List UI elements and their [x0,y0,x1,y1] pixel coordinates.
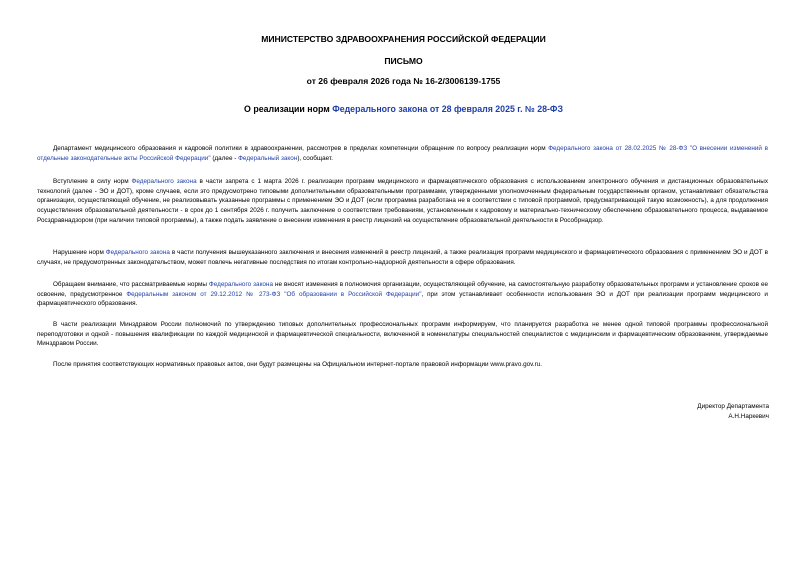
p3-text-b: в части получения вышеуказанного заключения и внесения изменений в реестр лицензий, а также реализация программ медицинского и фармацевтического образования с применением ЭО и ДОТ в случаях, не предусмотренных законодательством, может повлечь негативные последствия по итогам контрольно-надзорной деятельности в сфере образования. [37,249,769,266]
paragraph-3 [37,248,768,267]
p4-text-a: Обращаем внимание, что рассматриваемые нормы [53,281,209,288]
p1-text-c: ), сообщает. [297,154,333,162]
paragraph-5 [37,320,768,349]
p2-text-b: в части запрета с 1 марта 2026 г. реализации программ медицинского и фармацевтического образования с использованием электронного обучения и дистанционных образовательных технологий (далее - ЭО и ДОТ), кроме случаев, если это предусмотрено типовыми дополнительными образовательными программами, утвержденными уполномоченным федеральным государственным органом, устанавливает обязательства организации, осуществляющей обучение, не реализовывать указанные программы с применением ЭО и ДОТ (если программа разработана не в соответствии с типовой программой, предусматривающей такую возможность), а для продолжения осуществления образовательной деятельности - в срок до 1 сентября 2026 г. получить заключение о соответствии требованиям, установленным к кадровому и материально-техническому обеспечению образовательного процесса, выдаваемое Росздравнадзором (при наличии типовой программы), а также подать заявление о внесении изменения в реестр лицензий на осуществление образовательной деятельности в Рособрнадзор. [37,178,768,224]
subject-law-link[interactable]: Федерального закона от 28 февраля 2025 г. № 28-ФЗ [332,104,563,114]
paragraph-2 [37,177,768,226]
p4-education-law-link[interactable]: Федеральным законом от 29.12.2012 № 273-ФЗ "Об образовании в Российской Федерации" [126,290,422,298]
p3-law-link[interactable]: Федерального закона [105,249,170,256]
p6-text-b: . [540,361,543,368]
paragraph-1 [37,144,768,163]
p3-text-a: Нарушение норм [53,249,106,256]
p2-text-a: Вступление в силу норм [53,178,132,185]
p4-text-c: , при этом устанавливает особенности использования ЭО и ДОТ при реализации программ медицинского и фармацевтического образования. [37,290,768,308]
document-date-number: от 26 февраля 2026 года № 16-2/3006139-1755 [306,76,501,86]
signature-position: Директор Департамента [697,403,769,410]
p1-law-link[interactable]: Федерального закона от 28.02.2025 № 28-ФЗ "О внесении изменений в отдельные законодательные акты Российской Федерации" [37,145,768,162]
paragraph-4 [37,280,768,309]
document-subject [0,104,807,115]
p5-text-a: В части реализации Минздравом России полномочий по утверждению типовых дополнительных профессиональных программ информируем, что планируется разработка не менее одной типовой программы профессиональной переподготовки и одной - повышения квалификации по каждой медицинской и фармацевтической специальности, включенной в номенклатуры специальностей специалистов с медицинским и фармацевтическим образованием, утверждаемые Минздравом России. [37,321,768,348]
p4-law-link[interactable]: Федерального закона [208,281,273,288]
p6-text-a: После принятия соответствующих нормативных правовых актов, они будут размещены на Официальном интернет-портале правовой информации [53,361,491,368]
p1-short-law-link[interactable]: Федеральный закон [238,154,298,162]
p1-text-a: Департамент медицинского образования и кадровой политики в здравоохранении, рассмотрев в пределах компетенции обращение по вопросу реализации норм [53,145,549,152]
ministry-title: МИНИСТЕРСТВО ЗДРАВООХРАНЕНИЯ РОССИЙСКОЙ ФЕДЕРАЦИИ [261,34,546,44]
p1-text-b: (далее - [210,154,239,162]
pravo-site-text: www.pravo.gov.ru [490,361,541,368]
paragraph-6 [37,360,768,370]
p2-law-link[interactable]: Федерального закона [131,178,197,185]
document-type: ПИСЬМО [384,56,423,66]
signature-name: А.Н.Наркевич [728,413,769,420]
subject-prefix: О реализации норм [244,104,333,114]
p4-text-b: не вносят изменения в полномочия организации, осуществляющей обучение, на самостоятельную разработку образовательных программ и установление сроков ее освоение, предусмотренное [37,281,768,298]
